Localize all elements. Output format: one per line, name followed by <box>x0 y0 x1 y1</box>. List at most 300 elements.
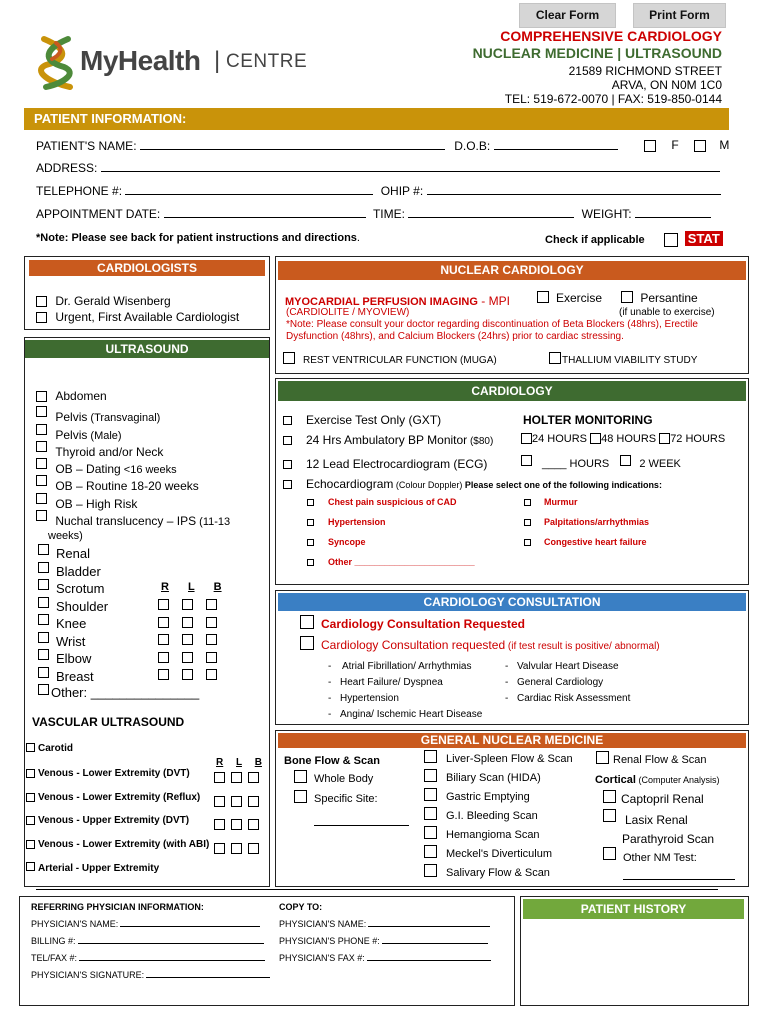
us-rlb-b: B <box>213 581 222 593</box>
patient-note-period: . <box>356 232 360 244</box>
us-wrist-checkbox[interactable] <box>38 632 49 643</box>
appointment-date-label: APPOINTMENT DATE: <box>36 207 161 221</box>
ref-name-field[interactable] <box>120 925 260 927</box>
gnm-specific-checkbox[interactable] <box>294 790 307 803</box>
header-title-1: COMPREHENSIVE CARDIOLOGY <box>500 28 722 44</box>
male-checkbox[interactable] <box>694 140 706 152</box>
rlb-checkbox[interactable] <box>206 599 217 610</box>
ref-billing-row <box>31 936 264 946</box>
holter-48-checkbox[interactable] <box>590 433 601 444</box>
ind-left-4 <box>307 557 475 567</box>
female-checkbox[interactable] <box>644 140 656 152</box>
us-ob-routine-row <box>36 475 199 493</box>
vascular-rlb-grid <box>214 769 259 863</box>
us-renal-label: Renal <box>56 546 90 561</box>
copy-fax-label: PHYSICIAN'S FAX #: <box>279 953 365 963</box>
holter-72-checkbox[interactable] <box>659 433 670 444</box>
telephone-label: TELEPHONE #: <box>36 184 123 198</box>
us-scrotum-row <box>38 579 104 594</box>
ind-left-3-checkbox[interactable] <box>307 539 314 546</box>
rlb-checkbox[interactable] <box>158 652 169 663</box>
cardiologist-2-checkbox[interactable] <box>36 312 47 323</box>
dob-label: D.O.B: <box>454 139 491 153</box>
us-ob-routine-label: OB – Routine <box>55 479 128 493</box>
gnm-renal-label: Renal Flow & Scan <box>613 754 707 766</box>
nuclear-note: *Note: Please consult your doctor regarding discontinuation of Beta Blockers (48hrs), Erectile Dysfunction (48hrs), and Calcium Blockers (24hrs) prior to cardiac stressing. <box>286 319 698 342</box>
gnm-col3-1-checkbox[interactable] <box>603 790 616 803</box>
consult-left-3: - Hypertension <box>328 693 399 704</box>
vascular-row-1-label: Venous - Lower Extremity (DVT) <box>38 768 190 779</box>
us-renal-checkbox[interactable] <box>38 544 49 555</box>
gnm-col2-2-checkbox[interactable] <box>424 769 437 782</box>
rlb-checkbox[interactable] <box>248 819 259 830</box>
patient-name-field[interactable] <box>140 148 445 150</box>
rlb-checkbox[interactable] <box>158 599 169 610</box>
ind-left-1-label: Chest pain suspicious of CAD <box>328 497 457 507</box>
mpi-title: MYOCARDIAL PERFUSION IMAGING <box>285 296 478 308</box>
muga-label: REST VENTRICULAR FUNCTION (MUGA) <box>303 355 497 366</box>
consult-left-4: - Angina/ Ischemic Heart Disease <box>328 709 483 720</box>
echo-row <box>283 477 662 491</box>
us-ob-routine-checkbox[interactable] <box>36 475 47 486</box>
address-field[interactable] <box>101 170 720 172</box>
logo-centre: CENTRE <box>226 51 308 72</box>
ref-billing-label: BILLING #: <box>31 936 76 946</box>
gnm-specific-label: Specific Site: <box>314 793 378 805</box>
unable-label: (if unable to exercise) <box>619 307 715 318</box>
ref-telfax-label: TEL/FAX #: <box>31 953 78 963</box>
patient-name-row <box>36 139 618 153</box>
us-wrist-label: Wrist <box>56 634 86 649</box>
vascular-row-4 <box>26 839 209 850</box>
muga-checkbox[interactable] <box>283 352 295 364</box>
gnm-other-line[interactable] <box>623 879 735 880</box>
patient-note <box>36 232 360 244</box>
rlb-checkbox[interactable] <box>182 634 193 645</box>
mpi-exercise-checkbox[interactable] <box>537 291 549 303</box>
us-other-checkbox[interactable] <box>38 684 49 695</box>
holter-custom-checkbox[interactable] <box>521 455 532 466</box>
vascular-row-1-checkbox[interactable] <box>26 769 35 778</box>
us-ob-dating-row <box>36 458 177 476</box>
dna-logo-icon <box>38 35 78 91</box>
copy-phone-row <box>279 936 488 946</box>
us-knee-label: Knee <box>56 616 87 631</box>
gnm-col2-1-checkbox[interactable] <box>424 750 437 763</box>
thallium-row <box>549 352 697 364</box>
cardiology-header: CARDIOLOGY <box>278 381 746 401</box>
vascular-carotid-checkbox[interactable] <box>26 743 35 752</box>
vascular-row-4-checkbox[interactable] <box>26 840 35 849</box>
rlb-checkbox[interactable] <box>206 634 217 645</box>
print-form-button[interactable]: Print Form <box>633 3 726 28</box>
address-row <box>36 161 720 175</box>
holter-custom-label: ____ HOURS <box>542 458 610 470</box>
ref-name-label: PHYSICIAN'S NAME: <box>31 919 119 929</box>
clear-form-button[interactable]: Clear Form <box>519 3 616 28</box>
consult-req2-sub: (if test result is positive/ abnormal) <box>505 641 660 652</box>
ref-signature-row <box>31 970 270 980</box>
gnm-col3-3 <box>603 828 714 847</box>
gnm-renal-row <box>596 751 707 764</box>
weight-label: WEIGHT: <box>581 207 632 221</box>
us-knee-checkbox[interactable] <box>38 614 49 625</box>
section-divider <box>36 889 718 890</box>
gnm-col2-6 <box>424 845 573 864</box>
bp-label: 24 Hrs Ambulatory BP Monitor <box>306 433 468 447</box>
ref-signature-field[interactable] <box>146 976 270 978</box>
bp-row <box>283 433 493 447</box>
ind-right-1-checkbox[interactable] <box>524 499 531 506</box>
ind-left-2 <box>307 517 386 527</box>
rlb-checkbox[interactable] <box>248 772 259 783</box>
gnm-col3-4-checkbox[interactable] <box>603 847 616 860</box>
gnm-col2-1 <box>424 750 573 769</box>
us-pelvis-male-row <box>36 424 122 442</box>
bp-price: ($80) <box>467 436 494 447</box>
mpi-exercise-label: Exercise <box>556 291 603 305</box>
us-bladder-label: Bladder <box>56 564 101 579</box>
thallium-label: THALLIUM VIABILITY STUDY <box>562 355 698 366</box>
gnm-col3-1-label: Captopril Renal <box>621 792 704 806</box>
consult-req2-row <box>300 636 660 650</box>
consult-right-1-label: Valvular Heart Disease <box>517 661 619 672</box>
holter-48-label: 48 HOURS <box>601 433 657 445</box>
telephone-row <box>36 184 721 198</box>
us-knee-row <box>38 614 86 629</box>
header-contact: TEL: 519-672-0070 | FAX: 519-850-0144 <box>504 92 722 106</box>
rlb-checkbox[interactable] <box>182 617 193 628</box>
us-scrotum-label: Scrotum <box>56 581 105 596</box>
gnm-col2-5 <box>424 826 573 845</box>
referring-header: REFERRING PHYSICIAN INFORMATION: <box>31 902 204 912</box>
gnm-col2-3-label: Gastric Emptying <box>446 791 530 803</box>
consult-req-label: Cardiology Consultation Requested <box>321 617 526 631</box>
cardiologist-1-checkbox[interactable] <box>36 296 47 307</box>
cardiologist-2-label: Urgent, First Available Cardiologist <box>55 310 240 324</box>
mpi-options-row <box>537 291 698 305</box>
stat-checkbox[interactable] <box>664 233 678 247</box>
us-ob-dating-checkbox[interactable] <box>36 458 47 469</box>
gnm-col3-4 <box>603 847 714 866</box>
rlb-checkbox[interactable] <box>214 796 225 807</box>
gnm-col2-4 <box>424 807 573 826</box>
check-applicable-label: Check if applicable <box>545 234 645 246</box>
cardiologist-1-label: Dr. Gerald Wisenberg <box>55 294 171 308</box>
header-address-2: ARVA, ON N0M 1C0 <box>611 78 722 92</box>
us-bladder-checkbox[interactable] <box>38 562 49 573</box>
us-abdomen-checkbox[interactable] <box>36 391 47 402</box>
us-nuchal-weeks: weeks) <box>48 530 83 542</box>
consult-left-1-label: Atrial Fibrillation/ Arrhythmias <box>342 661 472 672</box>
gnm-col2-7-checkbox[interactable] <box>424 864 437 877</box>
header-address-1: 21589 RICHMOND STREET <box>568 64 722 78</box>
gnm-col2-4-checkbox[interactable] <box>424 807 437 820</box>
vascular-carotid-label: Carotid <box>38 743 73 754</box>
us-pelvis-tv-sub: (Transvaginal) <box>87 412 161 424</box>
referring-panel <box>19 896 515 1006</box>
vascular-rlb-l: L <box>236 757 242 768</box>
consult-req-checkbox[interactable] <box>300 615 314 629</box>
gnm-col3 <box>603 790 714 866</box>
gxt-checkbox[interactable] <box>283 416 292 425</box>
gnm-specific-row <box>294 790 378 803</box>
ultrasound-header: ULTRASOUND <box>25 340 269 358</box>
us-nuchal-checkbox[interactable] <box>36 510 47 521</box>
vascular-row-5-checkbox[interactable] <box>26 862 35 871</box>
rlb-checkbox[interactable] <box>206 652 217 663</box>
gnm-whole-checkbox[interactable] <box>294 770 307 783</box>
vascular-carotid-row <box>26 743 73 754</box>
us-breast-label: Breast <box>56 669 94 684</box>
ind-left-1-checkbox[interactable] <box>307 499 314 506</box>
gnm-col2-2 <box>424 769 573 788</box>
consult-left-2: - Heart Failure/ Dyspnea <box>328 677 443 688</box>
ref-telfax-field[interactable] <box>79 959 265 961</box>
copy-header: COPY TO: <box>279 902 323 912</box>
consult-left-1: - Atrial Fibrillation/ Arrhythmias <box>328 661 472 672</box>
us-breast-row <box>38 667 94 682</box>
ref-telfax-row <box>31 953 265 963</box>
ind-right-3-label: Congestive heart failure <box>544 537 647 547</box>
gnm-col3-1 <box>603 790 714 809</box>
consult-right-3: - Cardiac Risk Assessment <box>505 693 631 704</box>
time-field[interactable] <box>408 216 574 218</box>
copy-phone-label: PHYSICIAN'S PHONE #: <box>279 936 380 946</box>
us-pelvis-male-sub: (Male) <box>87 430 122 442</box>
rlb-checkbox[interactable] <box>158 669 169 680</box>
gnm-cortical-title: Cortical <box>595 774 636 786</box>
us-rlb-l: L <box>188 581 195 593</box>
us-thyroid-checkbox[interactable] <box>36 441 47 452</box>
rlb-checkbox[interactable] <box>231 796 242 807</box>
gnm-specific-line[interactable] <box>314 825 409 826</box>
gnm-col2-6-checkbox[interactable] <box>424 845 437 858</box>
holter-hours-row <box>521 433 725 445</box>
ref-signature-label: PHYSICIAN'S SIGNATURE: <box>31 970 145 980</box>
us-ob-dating-sub: <16 weeks <box>120 464 177 476</box>
gnm-cortical-sub: (Computer Analysis) <box>635 775 720 785</box>
gnm-col2-2-label: Biliary Scan (HIDA) <box>446 772 541 784</box>
echo-label: Echocardiogram <box>306 477 394 491</box>
rlb-checkbox[interactable] <box>231 772 242 783</box>
patient-info-header: PATIENT INFORMATION: <box>24 108 729 130</box>
ind-left-2-checkbox[interactable] <box>307 519 314 526</box>
patient-name-label: PATIENT'S NAME: <box>36 139 137 153</box>
us-shoulder-label: Shoulder <box>56 599 109 614</box>
us-breast-checkbox[interactable] <box>38 667 49 678</box>
vascular-row-2-checkbox[interactable] <box>26 793 35 802</box>
rlb-checkbox[interactable] <box>206 669 217 680</box>
rlb-checkbox[interactable] <box>231 819 242 830</box>
logo-brand: MyHealth <box>80 45 201 76</box>
gnm-cortical-row <box>595 774 720 786</box>
ecg-checkbox[interactable] <box>283 460 292 469</box>
vascular-row-2 <box>26 792 200 803</box>
cardiologists-header: CARDIOLOGISTS <box>29 260 265 276</box>
ind-left-1 <box>307 497 457 507</box>
holter-2week-checkbox[interactable] <box>620 455 631 466</box>
us-elbow-checkbox[interactable] <box>38 649 49 660</box>
logo-separator: | <box>214 47 221 74</box>
vascular-row-3 <box>26 815 189 826</box>
us-other-label: Other: _______________ <box>51 685 200 700</box>
us-rlb-header <box>161 581 222 593</box>
rlb-checkbox[interactable] <box>182 652 193 663</box>
bp-checkbox[interactable] <box>283 436 292 445</box>
ind-right-2 <box>524 517 649 527</box>
echo-sub: (Colour Doppler) <box>393 480 465 490</box>
us-shoulder-checkbox[interactable] <box>38 597 49 608</box>
us-ob-routine-sub: 18-20 weeks <box>127 479 199 493</box>
rlb-checkbox[interactable] <box>214 819 225 830</box>
consult-req2-label: Cardiology Consultation requested <box>321 638 506 652</box>
copy-name-label: PHYSICIAN'S NAME: <box>279 919 367 929</box>
rlb-checkbox[interactable] <box>158 634 169 645</box>
consult-header: CARDIOLOGY CONSULTATION <box>278 593 746 611</box>
dob-field[interactable] <box>494 148 618 150</box>
vascular-row-2-label: Venous - Lower Extremity (Reflux) <box>38 792 201 803</box>
holter-24-checkbox[interactable] <box>521 433 532 444</box>
rlb-checkbox[interactable] <box>206 617 217 628</box>
us-nuchal-label: Nuchal translucency – IPS <box>55 514 197 528</box>
rlb-checkbox[interactable] <box>248 796 259 807</box>
gnm-col2-3-checkbox[interactable] <box>424 788 437 801</box>
ohip-label: OHIP #: <box>380 184 424 198</box>
gnm-whole-label: Whole Body <box>314 773 374 785</box>
us-elbow-row <box>38 649 91 664</box>
ind-left-4-checkbox[interactable] <box>307 559 314 566</box>
header-title-2: NUCLEAR MEDICINE | ULTRASOUND <box>472 45 722 61</box>
weight-field[interactable] <box>635 216 711 218</box>
ohip-field[interactable] <box>427 193 721 195</box>
us-bladder-row <box>38 562 101 577</box>
us-ob-highrisk-checkbox[interactable] <box>36 493 47 504</box>
us-thyroid-row <box>36 441 164 459</box>
us-ob-highrisk-label: OB – High Risk <box>55 497 138 511</box>
appointment-date-field[interactable] <box>164 216 366 218</box>
gnm-col3-2 <box>603 809 714 828</box>
holter-24-label: 24 HOURS <box>532 433 588 445</box>
gnm-col2-5-checkbox[interactable] <box>424 826 437 839</box>
us-rlb-grid <box>158 596 217 684</box>
vascular-rlb-r: R <box>216 757 224 768</box>
us-pelvis-male-checkbox[interactable] <box>36 424 47 435</box>
gnm-col2-5-label: Hemangioma Scan <box>446 829 540 841</box>
rlb-checkbox[interactable] <box>182 599 193 610</box>
us-scrotum-checkbox[interactable] <box>38 579 49 590</box>
stat-badge: STAT <box>685 231 723 246</box>
rlb-checkbox[interactable] <box>214 843 225 854</box>
ref-name-row <box>31 919 260 929</box>
consult-req-row <box>300 615 525 629</box>
ecg-row <box>283 457 487 471</box>
vascular-row-3-checkbox[interactable] <box>26 816 35 825</box>
echo-checkbox[interactable] <box>283 480 292 489</box>
vascular-rlb-b: B <box>254 757 262 768</box>
rlb-checkbox[interactable] <box>214 772 225 783</box>
ind-right-1 <box>524 497 578 507</box>
us-nuchal-sub: (11-13 <box>196 516 231 528</box>
us-pelvis-tv-label: Pelvis <box>55 410 88 424</box>
mpi-persantine-label: Persantine <box>640 291 698 305</box>
us-abdomen-row <box>36 389 107 403</box>
consult-right-2-label: General Cardiology <box>517 677 604 688</box>
vascular-row-3-label: Venous - Upper Extremity (DVT) <box>38 815 190 826</box>
cardiologist-1-row <box>36 294 171 308</box>
vascular-row-5 <box>26 862 159 873</box>
ind-left-3 <box>307 537 366 547</box>
gnm-header: GENERAL NUCLEAR MEDICINE <box>278 733 746 748</box>
copy-name-field[interactable] <box>368 925 490 927</box>
us-pelvis-tv-row <box>36 406 161 424</box>
gnm-bone-title: Bone Flow & Scan <box>284 755 380 767</box>
header-block <box>473 28 722 106</box>
holter-72-label: 72 HOURS <box>670 433 726 445</box>
holter-title: HOLTER MONITORING <box>523 413 653 427</box>
mpi-persantine-checkbox[interactable] <box>621 291 633 303</box>
us-ob-dating-label: OB – Dating <box>55 462 121 476</box>
gnm-col3-3-label: Parathyroid Scan <box>622 832 715 846</box>
copy-phone-field[interactable] <box>382 942 488 944</box>
thallium-checkbox[interactable] <box>549 352 561 364</box>
gnm-col3-2-checkbox[interactable] <box>603 809 616 822</box>
us-pelvis-tv-checkbox[interactable] <box>36 406 47 417</box>
ind-left-4-label: Other ________________________ <box>328 557 475 567</box>
muga-row <box>283 352 497 364</box>
female-label: F <box>671 138 679 152</box>
logo <box>36 33 308 93</box>
us-pelvis-male-label: Pelvis <box>55 428 88 442</box>
rlb-checkbox[interactable] <box>231 843 242 854</box>
us-wrist-row <box>38 632 85 647</box>
patient-note-text: *Note: Please see back for patient instructions and directions <box>36 232 357 244</box>
nuclear-header: NUCLEAR CARDIOLOGY <box>278 261 746 280</box>
consult-left-3-label: Hypertension <box>340 693 399 704</box>
gnm-renal-checkbox[interactable] <box>596 751 609 764</box>
copy-fax-field[interactable] <box>367 959 491 961</box>
ind-right-2-checkbox[interactable] <box>524 519 531 526</box>
holter-custom-row <box>521 455 681 470</box>
mpi-abbrev: - MPI <box>477 294 510 308</box>
cardiolite-label: (CARDIOLITE / MYOVIEW) <box>286 307 410 318</box>
rlb-checkbox[interactable] <box>182 669 193 680</box>
time-label: TIME: <box>372 207 405 221</box>
gnm-col3-4-label: Other NM Test: <box>623 852 697 864</box>
telephone-field[interactable] <box>125 193 373 195</box>
consult-req2-checkbox[interactable] <box>300 636 314 650</box>
gxt-row <box>283 413 441 427</box>
ecg-label: 12 Lead Electrocardiogram (ECG) <box>306 457 488 471</box>
ind-right-3-checkbox[interactable] <box>524 539 531 546</box>
rlb-checkbox[interactable] <box>158 617 169 628</box>
sex-row <box>644 138 729 152</box>
address-label: ADDRESS: <box>36 161 98 175</box>
ind-right-1-label: Murmur <box>544 497 578 507</box>
us-nuchal-row <box>36 510 231 528</box>
us-ob-highrisk-row <box>36 493 138 511</box>
rlb-checkbox[interactable] <box>248 843 259 854</box>
consult-right-3-label: Cardiac Risk Assessment <box>517 693 631 704</box>
gnm-col2-7-label: Salivary Flow & Scan <box>446 867 550 879</box>
consult-left-4-label: Angina/ Ischemic Heart Disease <box>340 709 483 720</box>
ind-right-2-label: Palpitations/arrhythmias <box>544 517 650 527</box>
consult-right-list <box>505 659 630 707</box>
holter-2week-label: 2 WEEK <box>639 458 681 470</box>
gxt-label: Exercise Test Only (GXT) <box>306 413 442 427</box>
us-elbow-label: Elbow <box>56 651 92 666</box>
ref-billing-field[interactable] <box>78 942 264 944</box>
